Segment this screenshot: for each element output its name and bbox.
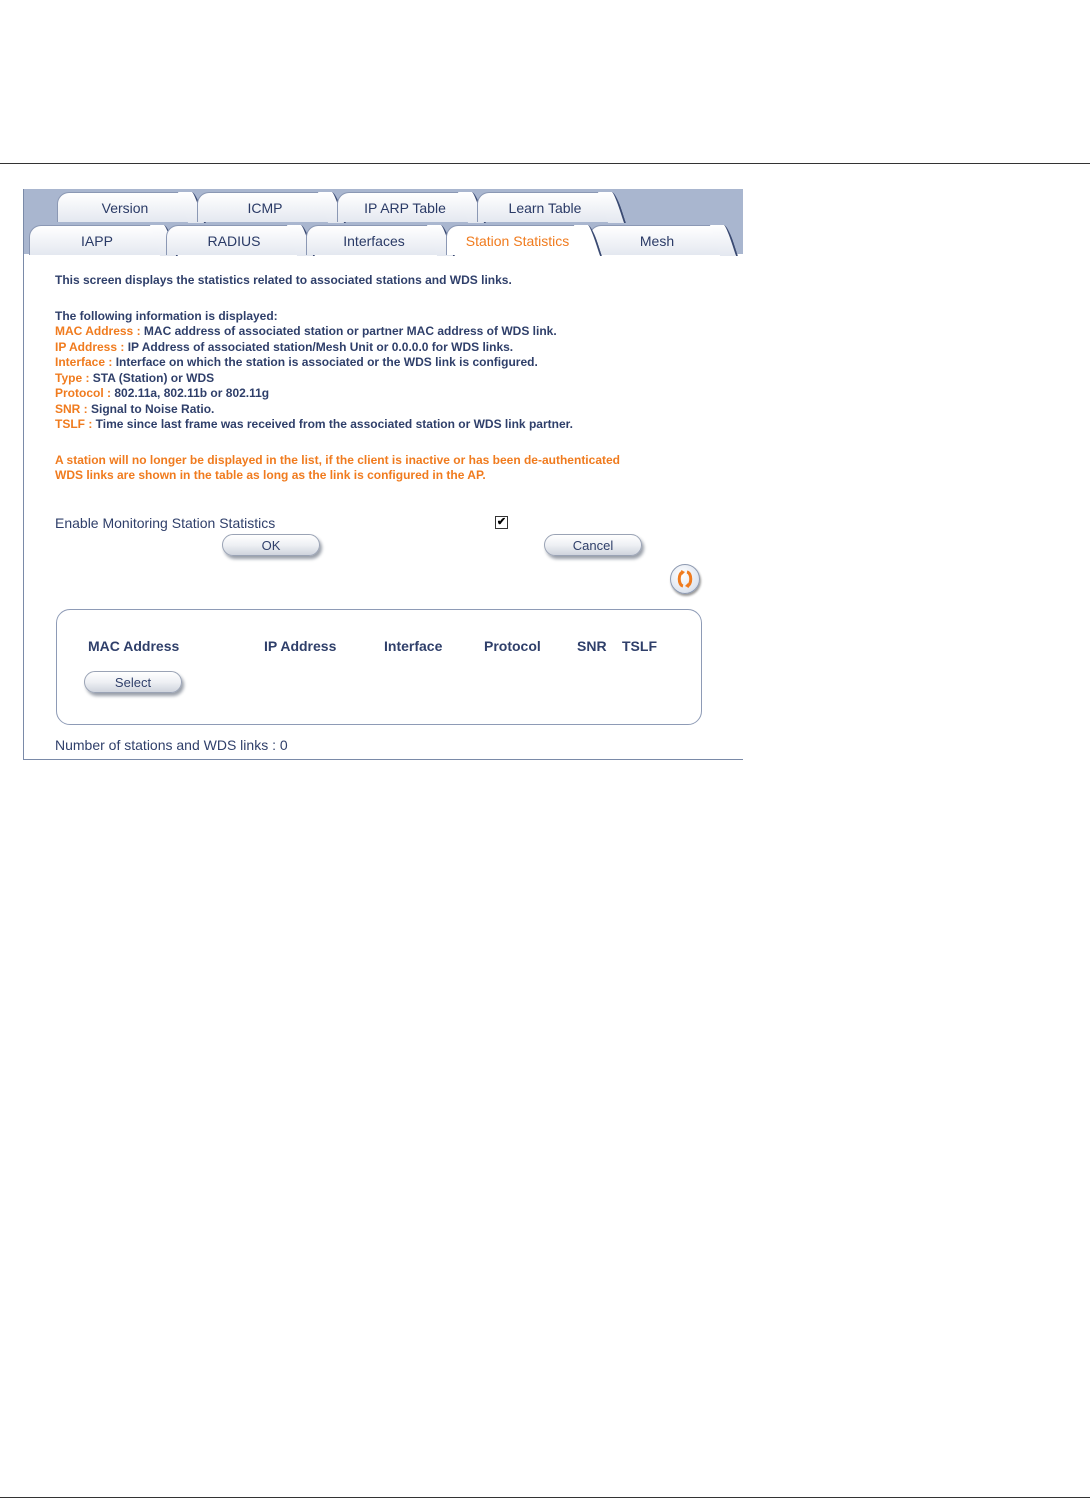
page-top-rule <box>0 163 1090 164</box>
info-item <box>55 402 735 418</box>
column-header-snr[interactable]: SNR <box>577 638 607 654</box>
info-item <box>55 324 735 340</box>
enable-monitoring-label: Enable Monitoring Station Statistics <box>55 515 276 531</box>
info-heading: The following information is displayed: <box>55 308 278 323</box>
column-header-interface[interactable]: Interface <box>384 638 443 654</box>
info-text: IP Address of associated station/Mesh Unit or 0.0.0.0 for WDS links. <box>127 339 514 354</box>
tab-radius[interactable]: RADIUS <box>166 225 302 255</box>
tab-icmp[interactable]: ICMP <box>197 192 333 222</box>
info-text: Interface on which the station is associated or the WDS link is configured. <box>115 355 538 369</box>
info-key: Type : <box>55 370 90 385</box>
info-item <box>55 355 735 371</box>
station-count: Number of stations and WDS links : 0 <box>55 737 288 753</box>
tab-iapp[interactable]: IAPP <box>29 225 165 255</box>
info-item <box>55 417 735 433</box>
info-item <box>55 371 735 387</box>
warning-notice <box>55 453 735 484</box>
enable-monitoring-checkbox[interactable]: ✔ <box>496 516 507 528</box>
info-text: Time since last frame was received from the associated station or WDS link partner. <box>95 417 573 431</box>
column-header-protocol[interactable]: Protocol <box>484 638 541 654</box>
column-header-ip-address[interactable]: IP Address <box>264 638 337 654</box>
ok-button[interactable]: OK <box>222 534 320 556</box>
info-text: STA (Station) or WDS <box>92 370 215 385</box>
tab-version[interactable]: Version <box>57 192 193 222</box>
intro-text: This screen displays the statistics related to associated stations and WDS links. <box>55 273 512 287</box>
cancel-button[interactable]: Cancel <box>544 534 642 556</box>
info-key: SNR : <box>55 401 88 416</box>
info-key: Protocol : <box>55 386 111 400</box>
info-item <box>55 340 735 356</box>
info-key: TSLF : <box>55 417 93 431</box>
select-button[interactable]: Select <box>84 671 182 693</box>
info-text: 802.11a, 802.11b or 802.11g <box>114 386 270 400</box>
page-bottom-rule <box>0 1497 1090 1498</box>
info-key: IP Address : <box>55 339 125 354</box>
info-key: MAC Address : <box>55 324 141 338</box>
refresh-arrows <box>677 570 693 588</box>
tab-ip-arp-table[interactable]: IP ARP Table <box>337 192 473 222</box>
info-text: MAC address of associated station or partner MAC address of WDS link. <box>143 324 557 338</box>
tab-interfaces[interactable]: Interfaces <box>306 225 442 255</box>
station-statistics-panel <box>23 189 743 760</box>
warning-line: WDS links are shown in the table as long as the link is configured in the AP. <box>55 468 486 482</box>
refresh-icon[interactable] <box>670 564 700 594</box>
tab-learn-table[interactable]: Learn Table <box>477 192 613 222</box>
info-key: Interface : <box>55 355 113 369</box>
warning-line: A station will no longer be displayed in the list, if the client is inactive or has been de-authenticated <box>55 452 620 467</box>
description <box>55 273 735 484</box>
tab-station-statistics[interactable]: Station Statistics <box>446 225 589 255</box>
column-header-tslf[interactable]: TSLF <box>622 638 657 654</box>
station-table <box>56 609 702 725</box>
column-header-mac-address[interactable]: MAC Address <box>88 638 180 654</box>
tab-mesh[interactable]: Mesh <box>589 225 725 255</box>
info-item <box>55 386 735 402</box>
info-text: Signal to Noise Ratio. <box>91 401 215 416</box>
